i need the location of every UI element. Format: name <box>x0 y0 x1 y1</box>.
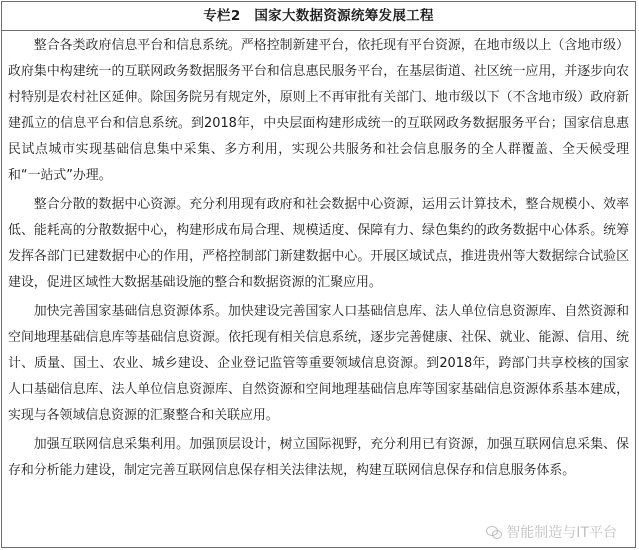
paragraph-data-center-integration: 整合分散的数据中心资源。充分利用现有政府和社会数据中心资源，运用云计算技术，整合规模小、效率低、能耗高的分散数据中心，构建形成布局合理、规模适度、保障有力、绿色集约的政务数据中心体系。统筹发挥各部门已建数据中心的作用，严格控制部门新建数据中心。开展区域试点，推进贵州等大数据综合试验区建设，促进区域性大数据基础设施的整合和数据资源的汇聚应用。 <box>8 197 629 290</box>
box-title: 专栏2 国家大数据资源统筹发展工程 <box>2 2 635 31</box>
watermark-text: 智能制造与IT平台 <box>506 525 617 541</box>
paragraph-internet-info-collection: 加强互联网信息采集利用。加强顶层设计，树立国际视野，充分利用已有资源，加强互联网信息采集、保存和分析能力建设，制定完善互联网信息保存相关法律法规，构建互联网信息保存和信息服务体系。 <box>8 437 629 478</box>
box-content <box>2 31 635 484</box>
feature-box <box>1 1 636 548</box>
paragraph-platform-integration: 整合各类政府信息平台和信息系统。严格控制新建平台，依托现有平台资源，在地市级以上（含地市级）政府集中构建统一的互联网政务数据服务平台和信息惠民服务平台，在基层街道、社区统一应用，并逐步向农村特别是农村社区延伸。除国务院另有规定外，原则上不再审批有关部门、地市级以下（不含地市级）政府新建孤立的信息平台和信息系统。到2018年，中央层面构建形成统一的互联网政务数据服务平台；国家信息惠民试点城市实现基础信息集中采集、多方利用，实现公共服务和社会信息服务的全人群覆盖、全天候受理和“一站式”办理。 <box>8 38 629 183</box>
paragraph-basic-info-resources: 加快完善国家基础信息资源体系。加快建设完善国家人口基础信息库、法人单位信息资源库、自然资源和空间地理基础信息库等基础信息资源。依托现有相关信息系统，逐步完善健康、社保、就业、能源、信用、统计、质量、国土、农业、城乡建设、企业登记监管等重要领域信息资源。到2018年，跨部门共享校核的国家人口基础信息库、法人单位信息资源库、自然资源和空间地理基础信息库等国家基础信息资源体系基本建成，实现与各领域信息资源的汇聚整合和关联应用。 <box>8 304 629 423</box>
